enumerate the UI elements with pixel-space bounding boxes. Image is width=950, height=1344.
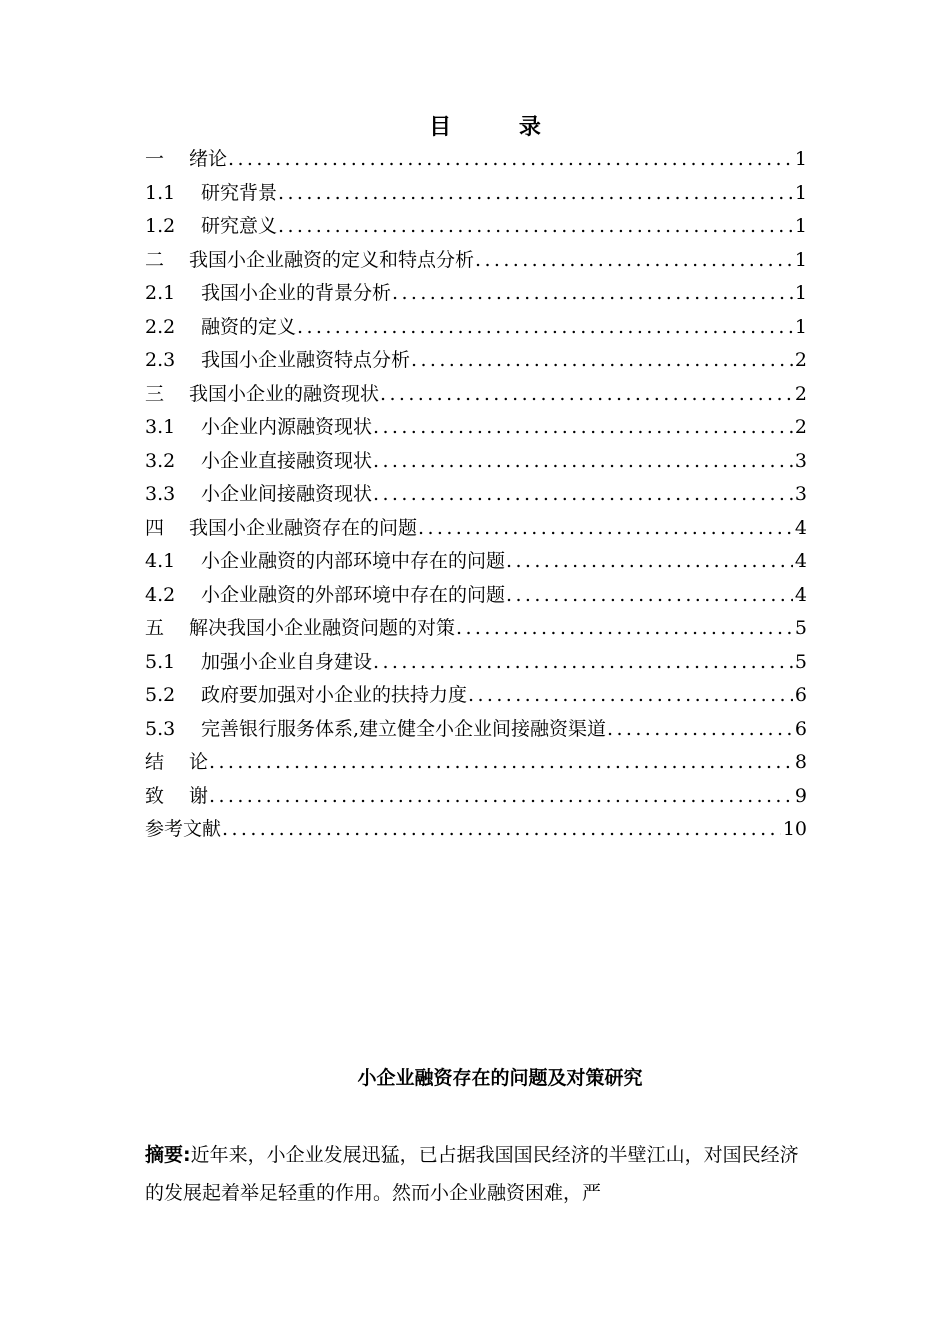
toc-entry[interactable] <box>145 378 807 412</box>
toc-entry-page: 5 <box>794 650 807 673</box>
toc-entry-title: 小企业直接融资现状 <box>201 449 373 472</box>
toc-entry-number: 2.1 <box>145 282 176 304</box>
toc-entry-number: 3.1 <box>145 416 176 438</box>
toc-entry-number: 2.2 <box>145 315 176 338</box>
toc-entry-page: 3 <box>794 449 807 472</box>
toc-dot-leader <box>417 512 793 546</box>
toc-entry-title: 谢 <box>189 784 209 807</box>
toc-entry[interactable] <box>145 579 807 613</box>
toc-entry-title: 我国小企业的背景分析 <box>201 282 392 304</box>
toc-entry-title: 我国小企业融资的定义和特点分析 <box>189 248 475 271</box>
toc-entry-title: 绪论 <box>189 148 228 170</box>
toc-entry-page: 1 <box>794 248 807 271</box>
toc-entry-title: 研究意义 <box>201 215 278 237</box>
toc-entry-number: 结 <box>145 751 165 773</box>
toc-dot-leader <box>467 679 793 713</box>
toc-entry-page: 6 <box>794 684 807 706</box>
toc-dot-leader <box>606 713 793 747</box>
toc-entry-number: 五 <box>145 617 165 639</box>
toc-entry-page: 8 <box>794 751 807 773</box>
toc-entry[interactable] <box>145 143 807 177</box>
toc-entry-number: 5.3 <box>145 717 176 740</box>
table-of-contents <box>145 143 807 847</box>
toc-dot-leader <box>391 277 793 311</box>
toc-dot-leader <box>208 780 793 814</box>
toc-entry[interactable] <box>145 713 807 747</box>
toc-entry-number: 四 <box>145 516 165 539</box>
toc-entry[interactable] <box>145 813 807 847</box>
toc-entry-number: 1.1 <box>145 181 176 204</box>
toc-entry-page: 3 <box>794 483 807 505</box>
toc-entry-number: 致 <box>145 784 165 807</box>
toc-entry-title: 政府要加强对小企业的扶持力度 <box>201 684 468 706</box>
toc-entry-page: 6 <box>794 717 807 740</box>
toc-entry-number: 二 <box>145 248 165 271</box>
toc-dot-leader <box>372 445 793 479</box>
toc-entry-page: 2 <box>794 382 807 405</box>
toc-entry[interactable] <box>145 746 807 780</box>
toc-entry-page: 1 <box>794 148 807 170</box>
toc-entry[interactable] <box>145 311 807 345</box>
toc-entry-title: 小企业融资的内部环境中存在的问题 <box>201 550 506 572</box>
toc-entry-number: 3.2 <box>145 449 176 472</box>
toc-entry-title: 研究背景 <box>201 181 278 204</box>
toc-entry-page: 1 <box>794 181 807 204</box>
toc-dot-leader <box>227 143 793 177</box>
toc-dot-leader <box>410 344 793 378</box>
toc-entry-number: 1.2 <box>145 215 176 237</box>
toc-entry-page: 2 <box>794 349 807 371</box>
toc-dot-leader <box>455 612 793 646</box>
toc-entry[interactable] <box>145 545 807 579</box>
toc-entry-title: 我国小企业的融资现状 <box>189 382 380 405</box>
toc-entry-number: 一 <box>145 148 165 170</box>
toc-dot-leader <box>505 545 793 579</box>
toc-entry-title: 论 <box>189 751 209 773</box>
toc-entry-number: 4.1 <box>145 550 176 572</box>
abstract-paragraph <box>145 1136 809 1212</box>
toc-entry-number: 三 <box>145 382 165 405</box>
toc-dot-leader <box>208 746 793 780</box>
toc-dot-leader <box>296 311 793 345</box>
toc-entry-page: 4 <box>794 550 807 572</box>
toc-entry-title: 我国小企业融资特点分析 <box>201 349 411 371</box>
toc-entry[interactable] <box>145 177 807 211</box>
toc-dot-leader <box>372 478 793 512</box>
toc-entry-page: 10 <box>782 818 807 840</box>
toc-entry[interactable] <box>145 210 807 244</box>
toc-dot-leader <box>379 378 793 412</box>
toc-entry[interactable] <box>145 344 807 378</box>
toc-entry-number: 4.2 <box>145 583 176 606</box>
toc-entry[interactable] <box>145 478 807 512</box>
toc-dot-leader <box>372 411 793 445</box>
toc-entry-title: 完善银行服务体系,建立健全小企业间接融资渠道 <box>201 717 607 740</box>
toc-entry-page: 9 <box>794 784 807 807</box>
toc-entry-title: 参考文献 <box>145 818 222 840</box>
toc-dot-leader <box>277 210 793 244</box>
toc-dot-leader <box>474 244 793 278</box>
toc-entry-page: 1 <box>794 215 807 237</box>
toc-entry-title: 我国小企业融资存在的问题 <box>189 516 418 539</box>
toc-entry[interactable] <box>145 646 807 680</box>
toc-entry[interactable] <box>145 277 807 311</box>
article-title: 小企业融资存在的问题及对策研究 <box>357 1067 643 1089</box>
toc-entry-page: 2 <box>794 416 807 438</box>
toc-dot-leader <box>221 813 781 847</box>
toc-entry-title: 融资的定义 <box>201 315 297 338</box>
toc-dot-leader <box>505 579 793 613</box>
toc-entry-number: 2.3 <box>145 349 176 371</box>
toc-entry-title: 小企业内源融资现状 <box>201 416 373 438</box>
toc-entry[interactable] <box>145 780 807 814</box>
toc-entry[interactable] <box>145 244 807 278</box>
toc-title: 目 录 <box>429 114 571 140</box>
toc-entry-number: 3.3 <box>145 483 176 505</box>
toc-entry-title: 解决我国小企业融资问题的对策 <box>189 617 456 639</box>
toc-entry-title: 小企业融资的外部环境中存在的问题 <box>201 583 506 606</box>
toc-entry[interactable] <box>145 445 807 479</box>
toc-entry-title: 加强小企业自身建设 <box>201 650 373 673</box>
toc-entry-number: 5.2 <box>145 684 176 706</box>
toc-dot-leader <box>277 177 793 211</box>
toc-entry-number: 5.1 <box>145 650 176 673</box>
toc-entry[interactable] <box>145 679 807 713</box>
toc-entry-page: 1 <box>794 315 807 338</box>
toc-entry-page: 4 <box>794 516 807 539</box>
abstract-label: 摘要: <box>145 1144 191 1166</box>
toc-entry[interactable] <box>145 512 807 546</box>
toc-entry-title: 小企业间接融资现状 <box>201 483 373 505</box>
toc-entry-page: 1 <box>794 282 807 304</box>
toc-dot-leader <box>372 646 793 680</box>
abstract-text: 近年来，小企业发展迅猛，已占据我国国民经济的半壁江山，对国民经济的发展起着举足轻重的作用。然而小企业融资困难，严 <box>145 1144 799 1204</box>
toc-entry-page: 5 <box>794 617 807 639</box>
toc-entry[interactable] <box>145 612 807 646</box>
toc-entry[interactable] <box>145 411 807 445</box>
toc-entry-page: 4 <box>794 583 807 606</box>
